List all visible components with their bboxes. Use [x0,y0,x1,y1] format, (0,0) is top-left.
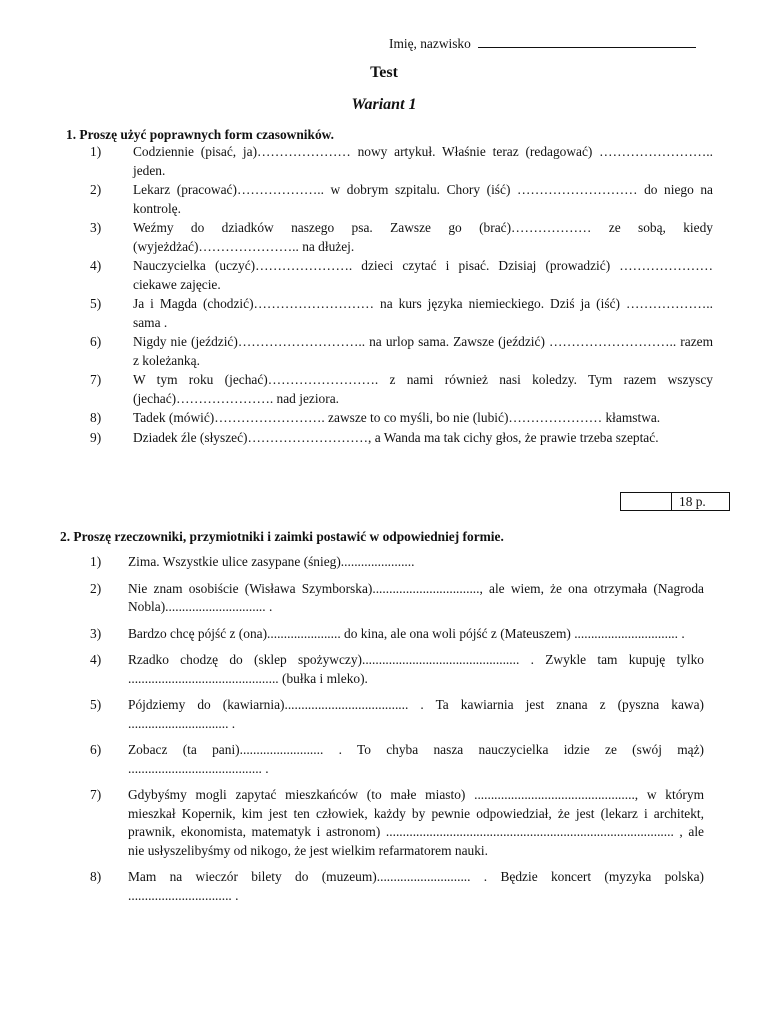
item-text: Nigdy nie (jeździć)……………………….. na urlop sama. Zawsze (jeździć) ……………………….. razem z koleżanką. [133,334,713,368]
item-text: Nie znam osobiście (Wisława Szymborska)................................, ale wiem, że ona otrzymała (Nagroda Nobla).............................. . [128,580,704,614]
item-number: 6) [90,742,102,757]
item-number: 8) [90,869,102,884]
page-title: Test [370,64,398,81]
item-number: 4) [90,258,102,273]
item-number: 2) [90,182,102,197]
list-item [90,143,713,180]
list-item [90,333,713,370]
item-text: Gdybyśmy mogli zapytać mieszkańców (to małe miasto) ................................................, w którym mieszkał Kopernik, kim jest ten człowiek, każdy by pewnie odpowiedział, że jest (lekarz i architekt, prawnik, ekonomista, matematyk i astronom) ...................................................................................... , ale nie usłyszelibyśmy od nikogo, że jest wielkim refarmatorem nauki. [128,787,704,858]
list-item [90,651,704,688]
list-item [90,696,704,733]
name-label: Imię, nazwisko [389,36,471,51]
list-item [90,868,704,905]
variant-subtitle: Wariant 1 [351,96,417,113]
list-item [90,429,713,448]
item-number: 1) [90,554,102,569]
item-text: Weźmy do dziadków naszego psa. Zawsze go (brać)……………… ze sobą, kiedy (wyjeżdżać)………………….. na dłużej. [133,220,713,254]
item-text: Codziennie (pisać, ja)………………… nowy artykuł. Właśnie teraz (redagować) …………………….. jeden. [133,144,713,178]
score-box [620,492,730,511]
item-text: Lekarz (pracować)……………….. w dobrym szpitalu. Chory (iść) ……………………… do niego na kontrolę. [133,182,713,216]
list-item [90,371,713,408]
item-number: 5) [90,697,102,712]
item-text: Zima. Wszystkie ulice zasypane (śnieg)...................... [128,554,415,569]
item-number: 8) [90,410,102,425]
item-text: Ja i Magda (chodzić)……………………… na kurs języka niemieckiego. Dziś ja (iść) ……………….. sama . [133,296,713,330]
item-text: Zobacz (ta pani)......................... . To chyba nasza nauczycielka idzie ze (swój mąż) ........................................ . [128,742,704,776]
list-item [90,625,704,644]
item-text: Pójdziemy do (kawiarnia)..................................... . Ta kawiarnia jest znana z (pyszna kawa) .............................. . [128,697,704,731]
item-text: Tadek (mówić)……………………. zawsze to co myśli, bo nie (lubić)………………… kłamstwa. [133,410,661,425]
item-number: 5) [90,296,102,311]
item-text: Bardzo chcę pójść z (ona)...................... do kina, ale ona woli pójść z (Mateuszem) ............................... . [128,625,685,641]
list-item [90,181,713,218]
item-text: Rzadko chodzę do (sklep spożywczy)............................................... . Zwykle tam kupuję tylko ............................................. (bułka i mleko). [128,652,704,686]
list-item [90,553,704,572]
item-number: 1) [90,144,102,159]
item-number: 9) [90,429,102,445]
score-earned-cell [621,493,672,510]
list-item [90,257,713,294]
item-text: Nauczycielka (uczyć)…………………. dzieci czytać i pisać. Dzisiaj (prowadzić) ………………… ciekawe zajęcie. [133,258,713,292]
item-text: W tym roku (jechać)……………………. z nami również nasi koledzy. Tym razem wszyscy (jechać)…………………. nad jeziora. [133,372,713,406]
item-text: Mam na wieczór bilety do (muzeum)............................ . Będzie koncert (myzyka polska) ............................... . [128,869,704,903]
list-item [90,580,704,617]
score-max-points: 18 p. [679,494,706,509]
item-number: 7) [90,787,102,802]
item-number: 3) [90,220,102,235]
list-item [90,219,713,256]
item-text: Dziadek źle (słyszeć)………………………, a Wanda ma tak cichy głos, że prawie trzeba szeptać. [133,429,659,445]
section2-heading: 2. Proszę rzeczowniki, przymiotniki i zaimki postawić w odpowiedniej formie. [60,529,504,544]
name-field [389,35,696,54]
list-item [90,409,713,428]
item-number: 6) [90,334,102,349]
item-number: 4) [90,652,102,667]
list-item [90,295,713,332]
item-number: 7) [90,372,102,387]
list-item [90,741,704,778]
section1-list [90,143,713,448]
section1-heading: 1. Proszę użyć poprawnych form czasowników. [66,127,334,142]
item-number: 2) [90,580,102,596]
item-number: 3) [90,625,102,641]
list-item [90,786,704,860]
section2-list [90,553,704,913]
name-underline [478,35,696,48]
